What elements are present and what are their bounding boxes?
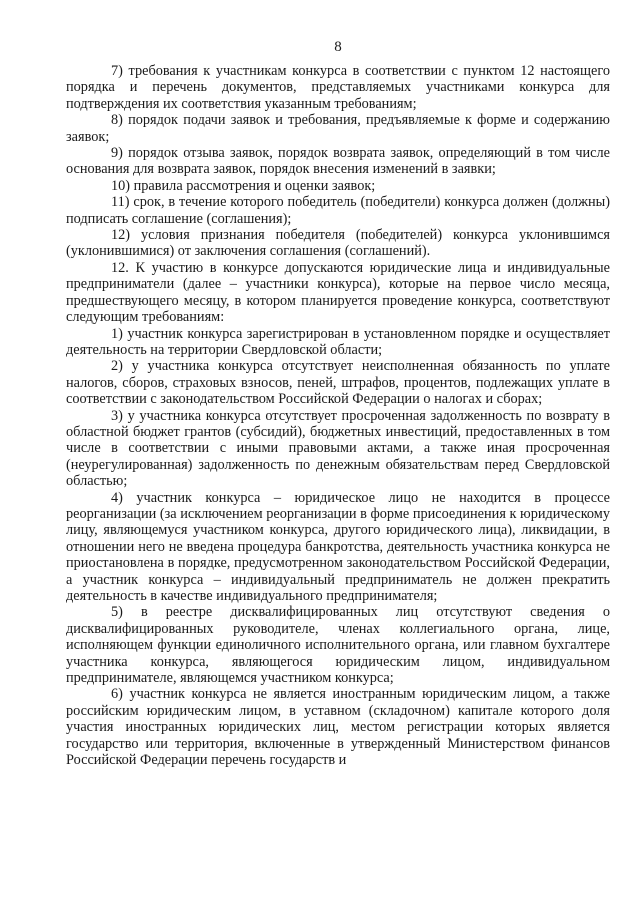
paragraph-8: 8) порядок подачи заявок и требования, предъявляемые к форме и содержанию заявок; [66, 112, 610, 145]
requirement-1: 1) участник конкурса зарегистрирован в установленном порядке и осуществляет деятельность на территории Свердловской области; [66, 325, 610, 358]
requirement-6: 6) участник конкурса не является иностранным юридическим лицом, а также российским юридическим лицом, в уставном (складочном) капитале которого доля участия иностранных юридических лиц, местом регистрации которых является государство или территория, включенные в утвержденный Министерством финансов Российской Федерации перечень государств и [66, 686, 610, 769]
page-number: 8 [334, 39, 342, 55]
requirement-5: 5) в реестре дисквалифицированных лиц отсутствуют сведения о дисквалифицированных руководителе, членах коллегиального органа, лице, исполняющем функции единоличного исполнительного органа, или главном бухгалтере участника конкурса, являющегося юридическим лицом, индивидуальном предпринимателе, являющемся участником конкурса; [66, 604, 610, 687]
paragraph-10: 10) правила рассмотрения и оценки заявок; [111, 177, 376, 194]
paragraph-11: 11) срок, в течение которого победитель (победители) конкурса должен (должны) подписать соглашение (соглашения); [66, 194, 610, 227]
requirement-4: 4) участник конкурса – юридическое лицо не находится в процессе реорганизации (за исключением реорганизации в форме присоединения к юридическому лицу, являющемуся участником конкурса, другого юридического лица), ликвидации, в отношении него не введена процедура банкротства, деятельность участника конкурса не приостановлена в порядке, предусмотренном законодательством Российской Федерации, а участник конкурса – индивидуальный предприниматель не должен прекратить деятельность в качестве индивидуального предпринимателя; [66, 489, 610, 604]
paragraph-7: 7) требования к участникам конкурса в соответствии с пунктом 12 настоящего порядка и перечень документов, представляемых участниками конкурса для подтверждения их соответствия указанным требованиям; [66, 63, 610, 112]
requirement-3: 3) у участника конкурса отсутствует просроченная задолженность по возврату в областной бюджет грантов (субсидий), бюджетных инвестиций, предоставленных в том числе в соответствии с иными правовыми актами, а также иная просроченная (неурегулированная) задолженность по денежным обязательствам перед Свердловской областью; [66, 407, 610, 490]
requirement-2: 2) у участника конкурса отсутствует неисполненная обязанность по уплате налогов, сборов, страховых взносов, пеней, штрафов, процентов, подлежащих уплате в соответствии с законодательством Российской Федерации о налогах и сборах; [66, 358, 610, 408]
document-body [66, 63, 610, 768]
paragraph-9: 9) порядок отзыва заявок, порядок возврата заявок, определяющий в том числе основания для возврата заявок, порядок внесения изменений в заявки; [66, 145, 610, 178]
paragraph-12: 12) условия признания победителя (победителей) конкурса уклонившимся (уклонившимися) от заключения соглашения (соглашений). [66, 227, 610, 260]
section-12-intro: 12. К участию в конкурсе допускаются юридические лица и индивидуальные предприниматели (далее – участники конкурса), которые на первое число месяца, предшествующего месяцу, в котором планируется проведение конкурса, соответствуют следующим требованиям: [66, 259, 610, 326]
